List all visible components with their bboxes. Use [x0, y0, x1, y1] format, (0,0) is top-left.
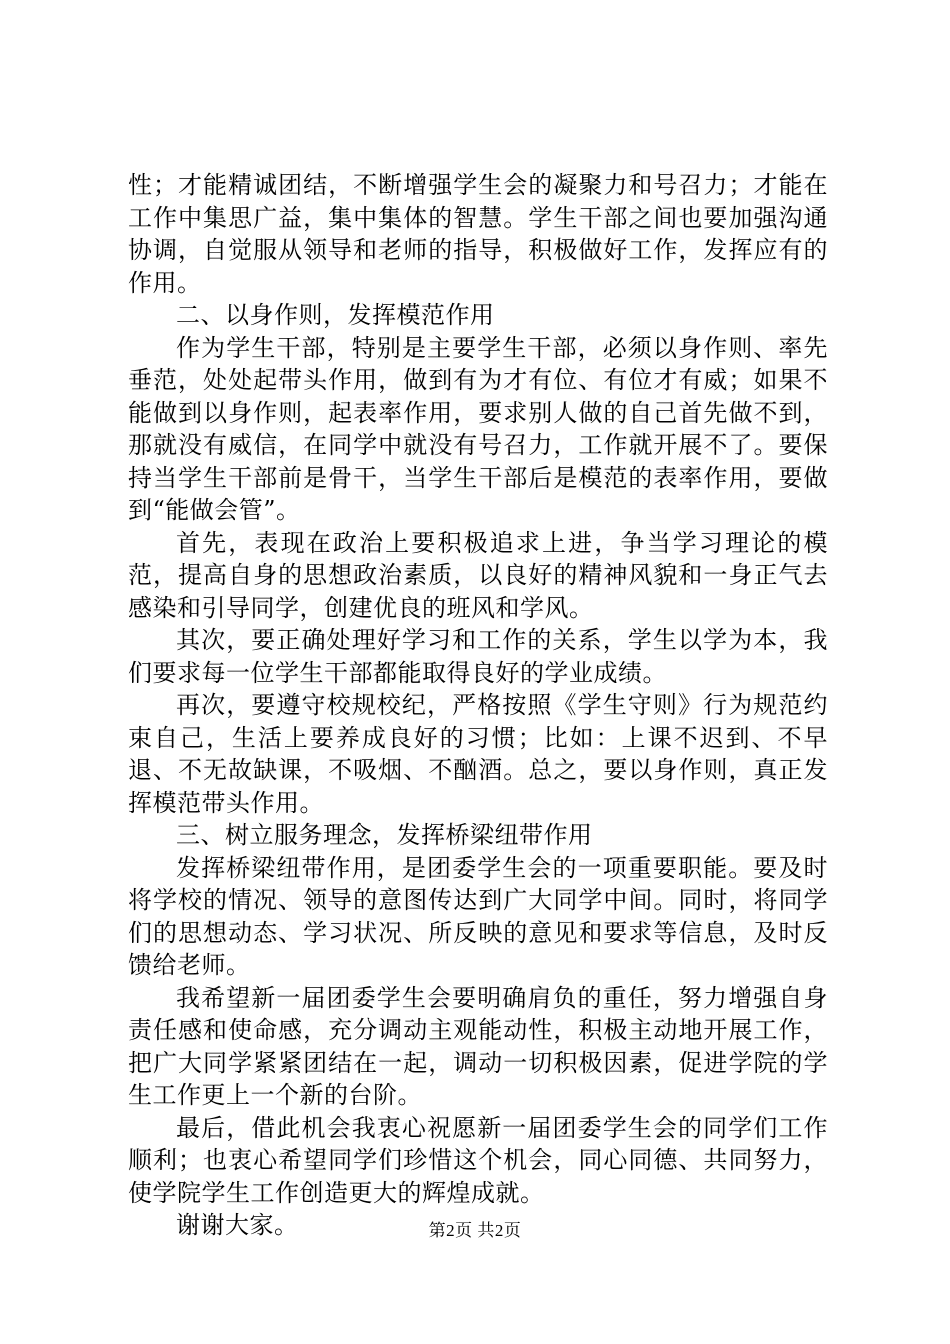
paragraph-continuation: 性；才能精诚团结，不断增强学生会的凝聚力和号召力；才能在工作中集思广益，集中集体的智慧。学生干部之间也要加强沟通协调，自觉服从领导和老师的指导，积极做好工作，发挥应有的作用。 [128, 171, 828, 297]
section-heading-2: 二、以身作则，发挥模范作用 [176, 301, 495, 329]
paragraph: 首先，表现在政治上要积极追求上进，争当学习理论的模范，提高自身的思想政治素质，以良好的精神风貌和一身正气去感染和引导同学，创建优良的班风和学风。 [128, 528, 828, 622]
section-heading-3: 三、树立服务理念，发挥桥梁纽带作用 [176, 821, 593, 849]
paragraph: 再次，要遵守校规校纪，严格按照《学生守则》行为规范约束自己，生活上要养成良好的习惯；比如：上课不迟到、不早退、不无故缺课，不吸烟、不酗酒。总之，要以身作则，真正发挥模范带头作用。 [128, 691, 828, 817]
paragraph: 其次，要正确处理好学习和工作的关系，学生以学为本，我们要求每一位学生干部都能取得良好的学业成绩。 [128, 626, 828, 687]
paragraph: 作为学生干部，特别是主要学生干部，必须以身作则、率先垂范，处处起带头作用，做到有为才有位、有位才有威；如果不能做到以身作则，起表率作用，要求别人做的自己首先做不到，那就没有威信，在同学中就没有号召力，工作就开展不了。要保持当学生干部前是骨干，当学生干部后是模范的表率作用，要做到“能做会管”。 [128, 333, 828, 524]
paragraph: 发挥桥梁纽带作用，是团委学生会的一项重要职能。要及时将学校的情况、领导的意图传达到广大同学中间。同时，将同学们的思想动态、学习状况、所反映的意见和要求等信息，及时反馈给老师。 [128, 853, 828, 979]
page-footer: 第2页 共2页 [428, 1221, 522, 1240]
paragraph: 最后，借此机会我衷心祝愿新一届团委学生会的同学们工作顺利；也衷心希望同学们珍惜这个机会，同心同德、共同努力，使学院学生工作创造更大的辉煌成就。 [128, 1113, 828, 1207]
paragraph: 我希望新一届团委学生会要明确肩负的重任，努力增强自身责任感和使命感，充分调动主观能动性，积极主动地开展工作，把广大同学紧紧团结在一起，调动一切积极因素，促进学院的学生工作更上一个新的台阶。 [128, 983, 828, 1109]
closing-line: 谢谢大家。 [176, 1211, 299, 1239]
document-body [128, 169, 828, 1242]
